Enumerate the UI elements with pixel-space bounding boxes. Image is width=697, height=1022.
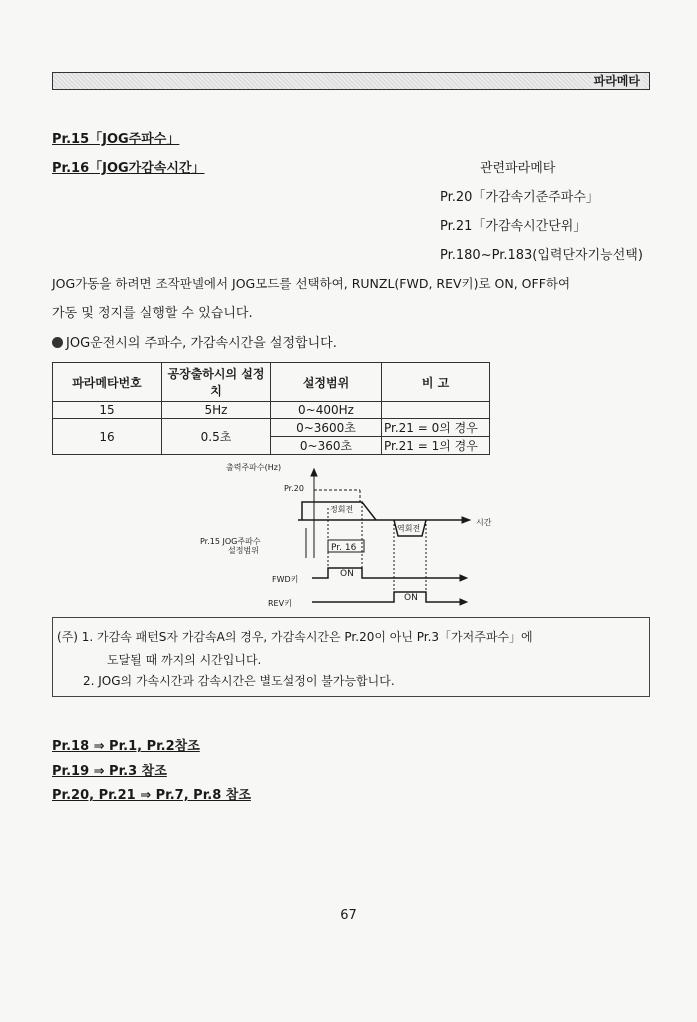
description-line-1: JOG가동을 하려면 조작판넬에서 JOG모드를 선택하여, RUNZL(FWD, REV키)로 ON, OFF하여: [52, 276, 571, 291]
table-header-row: [53, 363, 490, 402]
page-number: 67: [340, 908, 357, 923]
related-param-item: Pr.21「가감속시간단위」: [440, 219, 587, 234]
time-label: 시간: [476, 518, 492, 527]
reference-link[interactable]: Pr.20, Pr.21 ⇒ Pr.7, Pr.8 참조: [52, 788, 251, 803]
fwd-on-label: ON: [340, 569, 354, 579]
notes-box: [52, 617, 650, 697]
range-label-1: Pr.15 JOG주파수: [200, 537, 261, 546]
bullet-text: JOG운전시의 주파수, 가감속시간을 설정합니다.: [66, 336, 337, 351]
reverse-label: 역회전: [397, 524, 421, 533]
rev-key-label: REV키: [268, 599, 292, 608]
title-pr15: Pr.15「JOG주파수」: [52, 132, 180, 147]
related-param-item: Pr.20「가감속기준주파수」: [440, 190, 599, 205]
rev-arrow-icon: [460, 599, 467, 605]
table-row: [53, 402, 490, 419]
jog-timing-diagram: [190, 460, 510, 610]
reference-link[interactable]: Pr.19 ⇒ Pr.3 참조: [52, 764, 167, 779]
parameter-table: [52, 362, 490, 455]
note-line-1: (주) 1. 가감속 패턴S자 가감속A의 경우, 가감속시간은 Pr.20이 아닌 Pr.3「가저주파수」에: [57, 630, 533, 644]
range-label-2: 설정범위: [228, 546, 259, 555]
bullet-line: [52, 332, 337, 351]
related-params-heading: 관련파라메타: [480, 161, 556, 176]
rev-signal: [312, 592, 462, 602]
description-line-2: 가동 및 정지를 실행할 수 있습니다.: [52, 306, 253, 321]
table-cell: 0~400Hz: [271, 402, 382, 419]
section-header-label: 파라메타: [591, 73, 643, 89]
pr20-label: Pr.20: [284, 484, 304, 493]
bullet-dot-icon: [52, 337, 63, 348]
forward-label: 정회전: [330, 505, 354, 514]
fwd-arrow-icon: [460, 575, 467, 581]
time-axis-arrow-icon: [462, 517, 470, 523]
table-cell: 15: [53, 402, 162, 419]
rev-on-label: ON: [404, 593, 418, 603]
table-cell: 5Hz: [162, 402, 271, 419]
table-cell: Pr.21 = 1의 경우: [382, 437, 490, 455]
table-cell: 0.5초: [162, 419, 271, 455]
fwd-key-label: FWD키: [272, 575, 299, 584]
related-param-item: Pr.180~Pr.183(입력단자기능선택): [440, 248, 643, 263]
reference-link[interactable]: Pr.18 ⇒ Pr.1, Pr.2참조: [52, 739, 200, 754]
y-axis-arrow-icon: [311, 469, 317, 476]
table-header: 공장출하시의 설정치: [162, 363, 271, 402]
y-axis-label: 출력주파수(Hz): [226, 463, 282, 472]
table-cell: 0~360초: [271, 437, 382, 455]
note-line-2: 도달될 때 까지의 시간입니다.: [107, 653, 262, 667]
table-cell: 0~3600초: [271, 419, 382, 437]
table-cell: 16: [53, 419, 162, 455]
section-header-bar: [52, 72, 650, 90]
table-row: [53, 419, 490, 437]
pr16-box-label: Pr. 16: [331, 543, 357, 553]
table-header: 비 고: [382, 363, 490, 402]
fwd-signal: [312, 568, 462, 578]
table-header: 파라메타번호: [53, 363, 162, 402]
table-cell: Pr.21 = 0의 경우: [382, 419, 490, 437]
table-cell: [382, 402, 490, 419]
title-pr16: Pr.16「JOG가감속시간」: [52, 161, 205, 176]
table-header: 설정범위: [271, 363, 382, 402]
note-line-3: 2. JOG의 가속시간과 감속시간은 별도설정이 불가능합니다.: [83, 674, 395, 688]
